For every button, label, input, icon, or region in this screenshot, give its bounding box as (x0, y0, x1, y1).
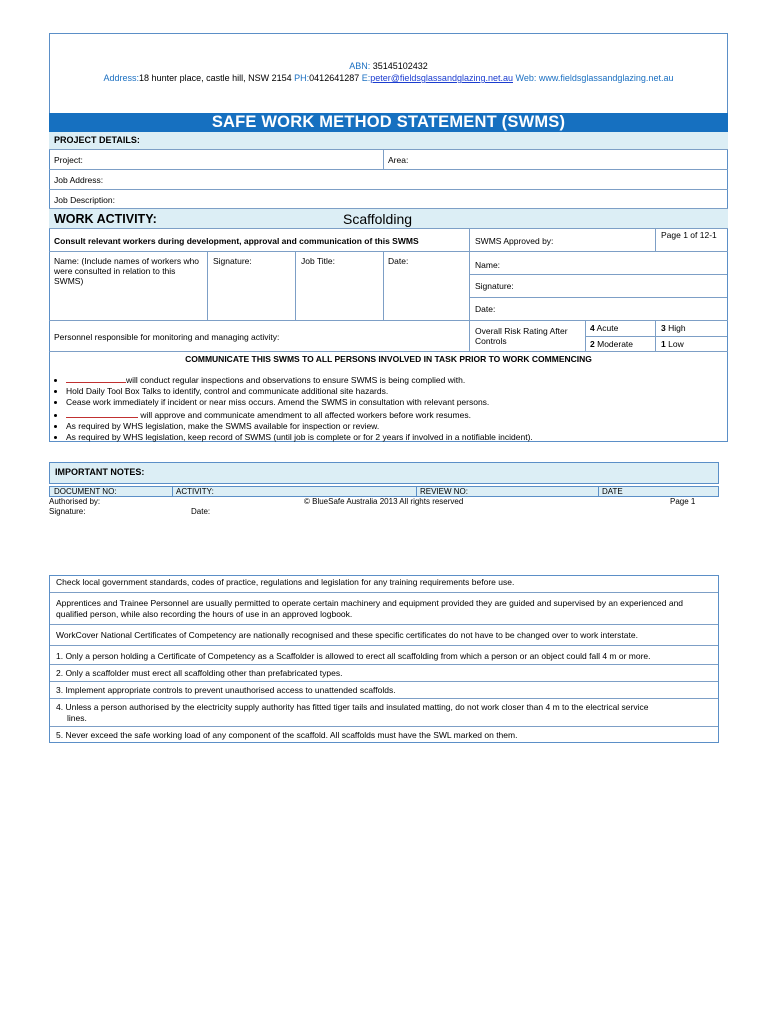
training-rule: 4. Unless a person authorised by the electricity supply authority has fitted tiger tails and insulated matting, do not work closer than 4 m to the electrical service lines. (56, 702, 649, 723)
project-row (49, 150, 728, 170)
address-label: Address: (103, 73, 140, 83)
copyright-text: © BlueSafe Australia 2013 All rights reserved (304, 497, 464, 506)
footer-date-label: DATE (602, 487, 623, 496)
approver-name-label: Name: (475, 260, 501, 270)
abn-line (49, 61, 728, 71)
project-label: Project: (54, 155, 83, 165)
training-rule: 5. Never exceed the safe working load of any component of the scaffold. All scaffolds must have the SWL marked on them. (56, 730, 518, 740)
approver-signature-label: Signature: (475, 281, 514, 291)
document-no-label: DOCUMENT NO: (54, 487, 117, 496)
personnel-label: Personnel responsible for monitoring and managing activity: (54, 332, 280, 342)
swms-approved-label: SWMS Approved by: (475, 236, 554, 246)
job-description-label: Job Description: (54, 195, 115, 205)
risk-low: 1 Low (661, 339, 684, 349)
work-activity-label: WORK ACTIVITY: (54, 212, 157, 226)
address-value: 18 hunter place, castle hill, NSW 2154 (139, 73, 292, 83)
project-details-row (49, 132, 728, 150)
important-notes-box (49, 462, 719, 484)
training-note: Apprentices and Trainee Personnel are usually permitted to operate certain machinery and equipment provided they are guided and supervised by an experienced and qualified person, while also recording the hours of use in an approved logbook. (56, 598, 684, 619)
signature-label: Signature: (213, 256, 252, 266)
list-item: • Cease work immediately if incident or near miss occurs. Amend the SWMS in consultation with relevant persons. (66, 397, 726, 408)
job-address-label: Job Address: (54, 175, 104, 185)
names-label: Name: (Include names of workers who were consulted in relation to this SWMS) (54, 256, 200, 286)
page-count-label: Page 1 of 12-1 (661, 230, 717, 240)
training-notes-box (49, 575, 719, 743)
communicate-heading: COMMUNICATE THIS SWMS TO ALL PERSONS INVOLVED IN TASK PRIOR TO WORK COMMENCING (185, 354, 592, 364)
web-label: Web: (515, 73, 537, 83)
name-blank[interactable] (66, 409, 138, 418)
work-activity-row (49, 209, 728, 229)
web-link[interactable]: www.fieldsglassandglazing.net.au (538, 73, 674, 83)
job-title-label: Job Title: (301, 256, 336, 266)
abn-label: ABN: (349, 61, 371, 71)
job-description-row (49, 190, 728, 209)
activity-label: ACTIVITY: (176, 487, 214, 496)
training-rule: 3. Implement appropriate controls to prevent unauthorised access to unattended scaffolds. (56, 685, 396, 695)
work-activity-value: Scaffolding (343, 211, 413, 227)
important-notes-heading: IMPORTANT NOTES: (55, 467, 145, 477)
job-address-row (49, 170, 728, 190)
footer-bar (49, 486, 719, 497)
list-item: • As required by WHS legislation, keep record of SWMS (until job is complete or for 2 years if involved in a notifiable incident). (66, 432, 726, 443)
phone-value: 0412641287 (309, 73, 360, 83)
authorised-by-label: Authorised by: (49, 497, 101, 506)
consultation-grid (49, 252, 728, 321)
phone-label: PH: (294, 73, 310, 83)
training-rule: 2. Only a scaffolder must erect all scaffolding other than prefabricated types. (56, 668, 343, 678)
email-label: E: (361, 73, 371, 83)
review-no-label: REVIEW NO: (420, 487, 469, 496)
project-details-heading: PROJECT DETAILS: (54, 135, 140, 145)
date-footer-label: Date: (191, 507, 211, 516)
communicate-list (52, 374, 726, 443)
personnel-row (49, 321, 728, 352)
approver-date-label: Date: (475, 304, 496, 314)
area-label: Area: (388, 155, 409, 165)
training-note: Check local government standards, codes of practice, regulations and legislation for any training requirements before use. (56, 577, 515, 587)
list-item: • will approve and communicate amendment to all affected workers before work resumes. (66, 409, 726, 421)
risk-rating-label: Overall Risk Rating After Controls (475, 326, 568, 346)
list-item: • As required by WHS legislation, make the SWMS available for inspection or review. (66, 421, 726, 432)
list-item: • will conduct regular inspections and observations to ensure SWMS is being complied with. (66, 374, 726, 386)
name-blank[interactable] (66, 374, 126, 383)
list-item: • Hold Daily Tool Box Talks to identify, control and communicate additional site hazards. (66, 386, 726, 397)
contact-line (49, 73, 728, 83)
consult-row (49, 229, 728, 252)
training-note: WorkCover National Certificates of Competency are nationally recognised and these specific certificates do not have to be changed over to work interstate. (56, 630, 638, 640)
page-number: Page 1 (670, 497, 696, 506)
training-rule: 1. Only a person holding a Certificate of Competency as a Scaffolder is allowed to erect all scaffolding from which a person or an object could fall 4 m or more. (56, 651, 651, 661)
date-label: Date: (388, 256, 409, 266)
signature-footer-label: Signature: (49, 507, 86, 516)
consult-text: Consult relevant workers during development, approval and communication of this SWMS (54, 236, 419, 246)
risk-acute: 4 Acute (590, 323, 619, 333)
abn-value: 35145102432 (372, 61, 428, 71)
email-link[interactable]: peter@fieldsglassandglazing.net.au (370, 73, 513, 83)
risk-high: 3 High (661, 323, 686, 333)
document-title: SAFE WORK METHOD STATEMENT (SWMS) (49, 113, 728, 132)
risk-moderate: 2 Moderate (590, 339, 634, 349)
